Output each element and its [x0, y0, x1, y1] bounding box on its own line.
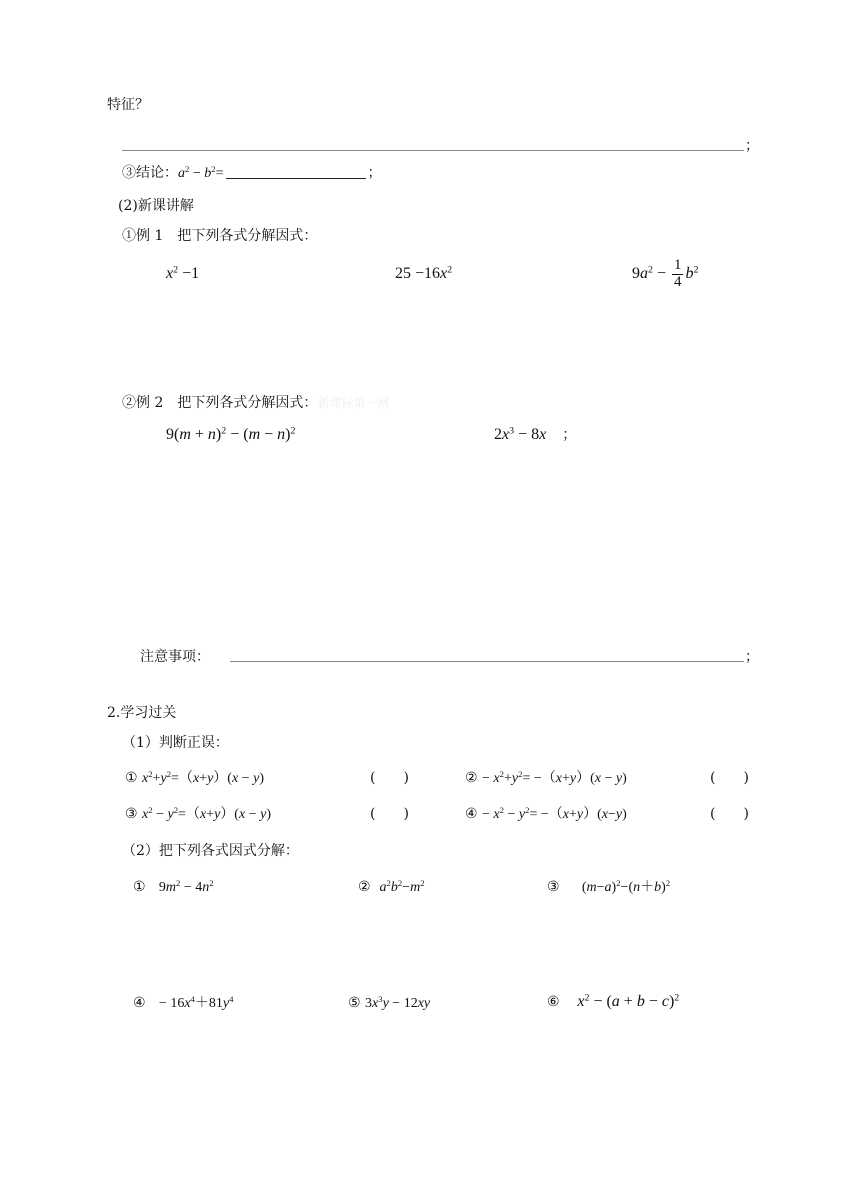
judge-item-1: [125, 771, 264, 786]
section-heading-new-lesson: (2)新课讲解: [118, 198, 194, 214]
item-number: ②: [465, 770, 478, 786]
factor-expr-4: − $16x^4+81y^4$: [158, 994, 234, 1011]
factor-item-2: [358, 880, 425, 895]
factor-label: （2）把下列各式因式分解：: [122, 843, 299, 859]
practice-heading: 2.学习过关: [107, 705, 177, 721]
item-number: ④: [133, 995, 146, 1011]
judge-paren-4: ( ): [710, 806, 749, 822]
judge-paren-3: ( ): [370, 806, 409, 822]
judge-expr-1: $x^2+y^2=(x+y)(x - y)$: [142, 769, 264, 786]
factor-expr-5: $3x^3y - 12xy$: [365, 994, 431, 1011]
item-number: ①: [125, 770, 138, 786]
example2-label-text: ②例 2 把下列各式分解因式：: [122, 395, 318, 411]
example2-item2-end: ；: [562, 428, 577, 443]
example2-label: [122, 396, 389, 410]
factor-item-6: [547, 994, 679, 1010]
judge-expr-2: − $x^2+y^2= -(x+y)(x - y)$: [482, 769, 627, 786]
answer-line-notes: [230, 661, 744, 662]
factor-item-1: [133, 880, 214, 895]
example1-item-2: $25 -16x^2$: [395, 264, 453, 282]
factor-item-3: [547, 880, 670, 895]
example2-item-2: $2x^3 - 8x$ ；: [494, 425, 577, 443]
item-number: ⑤: [348, 995, 361, 1011]
factor-expr-2: $a^2b^2-m^2$: [379, 878, 425, 895]
answer-line-feature: [122, 150, 744, 151]
judge-paren-2: ( ): [710, 770, 749, 786]
judge-expr-4: − $x^2 - y^2= -(x+y)(x-y)$: [482, 805, 627, 822]
conclusion-label: ③结论：: [122, 165, 178, 181]
item-number: ②: [358, 879, 371, 895]
item-number: ③: [547, 879, 560, 895]
factor-expr-6: $x^2 - (a + b - c)^2$: [577, 992, 680, 1010]
conclusion-end: ；: [367, 165, 382, 181]
factor-item-5: [348, 996, 430, 1011]
notes-label: 注意事项：: [140, 649, 210, 665]
judge-item-2: [465, 771, 627, 786]
line-end-semicolon: ；: [745, 138, 759, 154]
notes-end: ；: [745, 649, 759, 665]
factor-expr-3: $(m-a)^2-(n+b)^2$: [581, 878, 671, 895]
conclusion-row: [122, 166, 382, 181]
judge-expr-3: $x^2 - y^2=(x+y)(x - y)$: [142, 805, 271, 822]
judge-paren-1: ( ): [370, 770, 409, 786]
example2-item-1: $9(m + n)^2 - (m - n)^2$: [166, 425, 296, 443]
item-number: ④: [465, 806, 478, 822]
example1-label: ①例 1 把下列各式分解因式：: [122, 228, 318, 244]
conclusion-blank: [226, 178, 366, 179]
feature-label: 特征？: [107, 97, 149, 113]
item-number: ③: [125, 806, 138, 822]
example1-item-3: $9a^2$ − $\frac{1}{4}$ $b^2$: [632, 257, 699, 290]
judge-item-4: [465, 807, 627, 822]
judge-item-3: [125, 807, 271, 822]
faint-watermark-text: 新课标第一网: [317, 396, 390, 410]
conclusion-formula: $a^2 - b^2=$: [178, 164, 224, 181]
judge-label: （1）判断正误：: [122, 735, 229, 751]
item-number: ①: [133, 879, 146, 895]
example1-item-1: $x^2 -1$: [166, 264, 200, 282]
fraction-one-quarter: $\frac{1}{4}$: [673, 257, 682, 290]
factor-expr-1: $9m^2 - 4n^2$: [158, 878, 214, 895]
factor-item-4: [133, 996, 233, 1011]
item-number: ⑥: [547, 994, 560, 1010]
